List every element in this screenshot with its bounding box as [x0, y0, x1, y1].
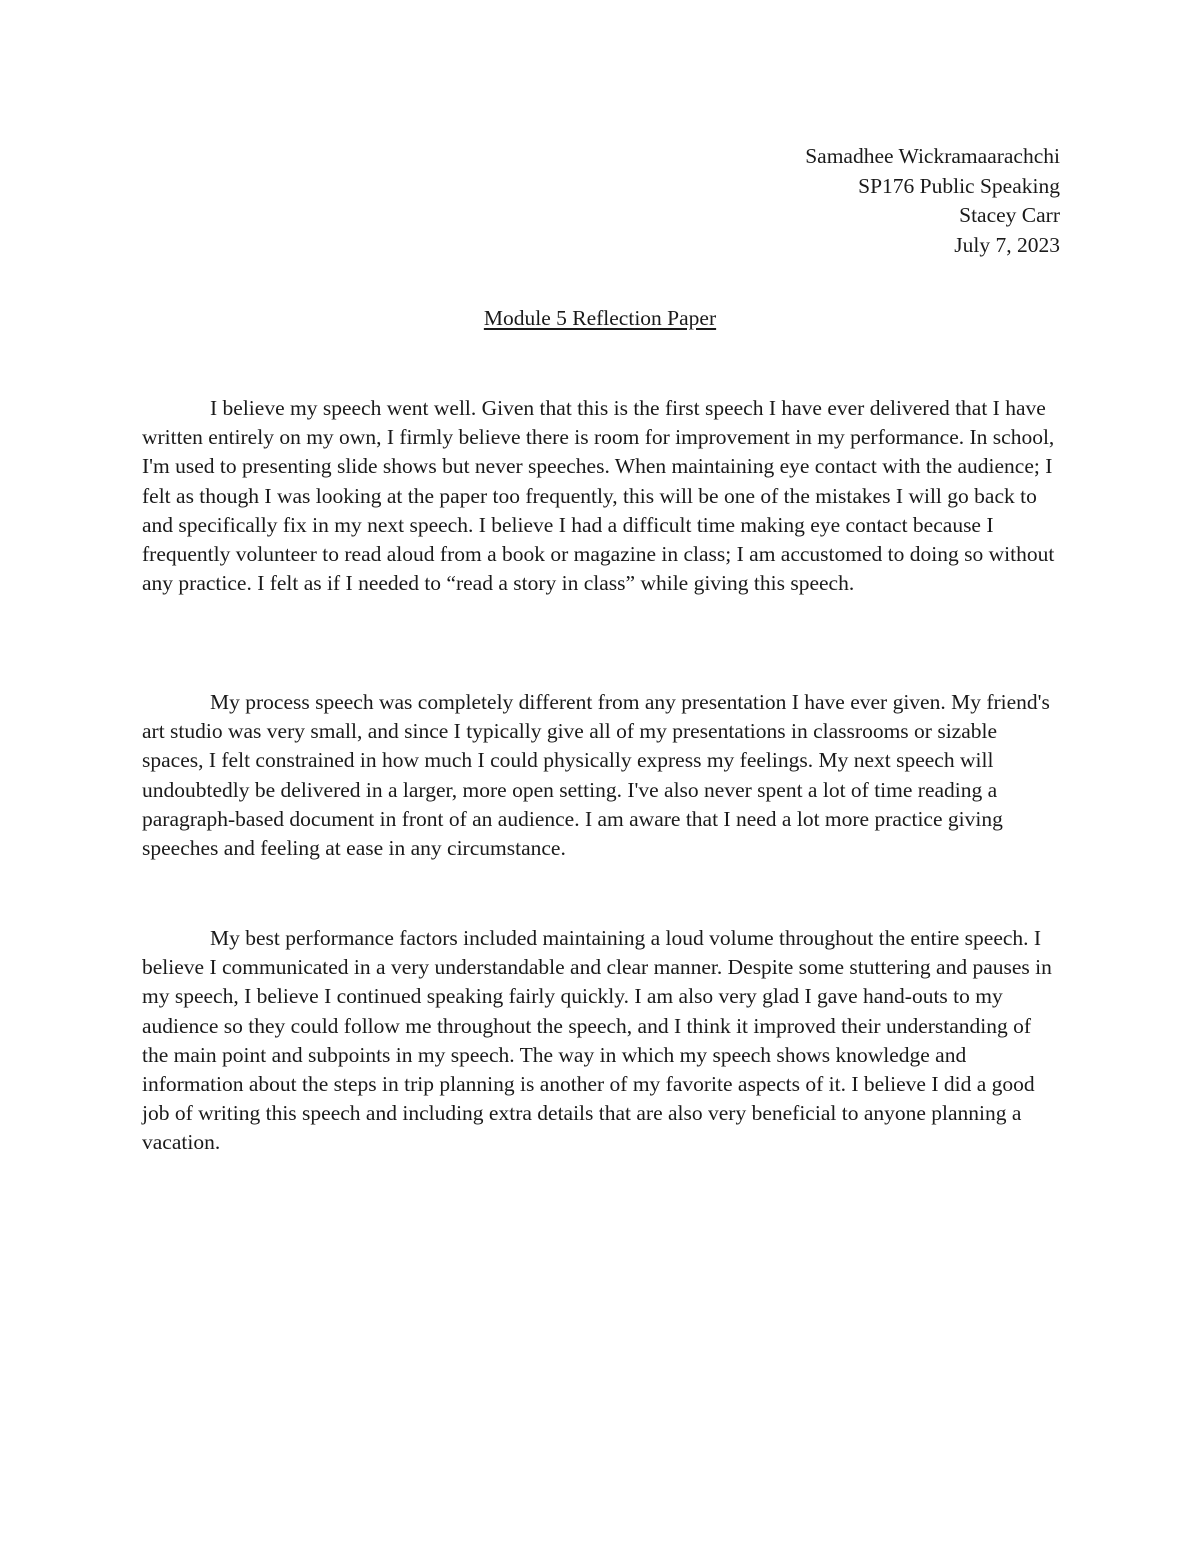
document-title-text: Module 5 Reflection Paper [483, 306, 717, 330]
paragraph-1: I believe my speech went well. Given that this is the first speech I have ever delivered that I have written entirely on my own, I firmly believe there is room for improvement in my performance. In school, I'm used to presenting slide shows but never speeches. When maintaining eye contact with the audience; I felt as though I was looking at the paper too frequently, this will be one of the mistakes I will go back to and specifically fix in my next speech. I believe I had a difficult time making eye contact because I frequently volunteer to read aloud from a book or magazine in class; I am accustomed to doing so without any practice. I felt as if I needed to “read a story in class” while giving this speech. [142, 396, 1055, 596]
document-title [0, 304, 1200, 334]
instructor-name: Stacey Carr [959, 203, 1060, 227]
document-date: July 7, 2023 [954, 232, 1060, 257]
author-name: Samadhee Wickramaarachchi [805, 144, 1060, 168]
paragraph-3: My best performance factors included maintaining a loud volume throughout the entire speech. I believe I communicated in a very understandable and clear manner. Despite some stuttering and pauses in my speech, I believe I continued speaking fairly quickly. I am also very glad I gave hand-outs to my audience so they could follow me throughout the speech, and I think it improved their understanding of the main point and subpoints in my speech. The way in which my speech shows knowledge and information about the steps in trip planning is another of my favorite aspects of it. I believe I did a good job of writing this speech and including extra details that are also very beneficial to anyone planning a vacation. [142, 926, 1052, 1155]
course-name: SP176 Public Speaking [858, 173, 1060, 198]
header-block [805, 142, 1060, 260]
paragraph-2: My process speech was completely different from any presentation I have ever given. My friend's art studio was very small, and since I typically give all of my presentations in classrooms or sizable spaces, I felt constrained in how much I could physically express my feelings. My next speech will undoubtedly be delivered in a larger, more open setting. I've also never spent a lot of time reading a paragraph-based document in front of an audience. I am aware that I need a lot more practice giving speeches and feeling at ease in any circumstance. [142, 690, 1050, 861]
